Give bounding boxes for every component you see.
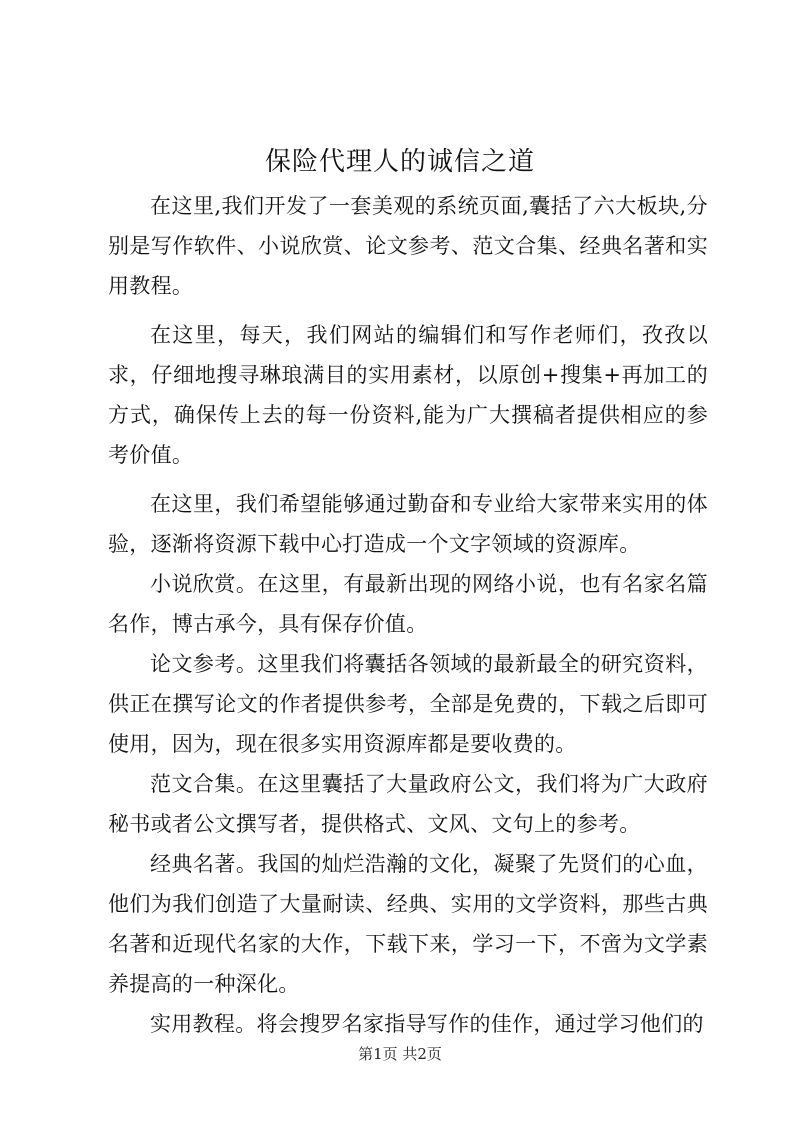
paragraph-novels: 小说欣赏。在这里，有最新出现的网络小说，也有名家名篇名作，博古承今，具有保存价值。 bbox=[108, 572, 708, 636]
paragraph-daily-work: 在这里，每天，我们网站的编辑们和写作老师们，孜孜以求，仔细地搜寻琳琅满目的实用素材，以原创+搜集+再加工的方式，确保传上去的每一份资料,能为广大撰稿者提供相应的参考价值。 bbox=[108, 323, 708, 467]
paragraph-classics: 经典名著。我国的灿烂浩瀚的文化，凝聚了先贤们的心血，他们为我们创造了大量耐读、经典、实用的文学资料，那些古典名著和近现代名家的大作，下载下来，学习一下，不啻为文学素养提高的一种深化。 bbox=[108, 852, 708, 996]
paragraph-tutorials: 实用教程。将会搜罗名家指导写作的佳作，通过学习他们的 bbox=[150, 1012, 704, 1036]
paragraph-resource-library: 在这里，我们希望能够通过勤奋和专业给大家带来实用的体验，逐渐将资源下载中心打造成一个文字领域的资源库。 bbox=[108, 492, 708, 556]
paragraph-papers: 论文参考。这里我们将囊括各领域的最新最全的研究资料，供正在撰写论文的作者提供参考，全部是免费的，下载之后即可使用，因为，现在很多实用资源库都是要收费的。 bbox=[108, 652, 708, 756]
paragraph-intro: 在这里,我们开发了一套美观的系统页面,囊括了六大板块,分别是写作软件、小说欣赏、论文参考、范文合集、经典名著和实用教程。 bbox=[108, 194, 708, 298]
document-body bbox=[108, 186, 708, 1044]
paragraph-model-essays: 范文合集。在这里囊括了大量政府公文，我们将为广大政府秘书或者公文撰写者，提供格式、文风、文句上的参考。 bbox=[108, 772, 708, 836]
document-title: 保险代理人的诚信之道 bbox=[264, 147, 535, 177]
page-footer: 第1页 共2页 bbox=[358, 1045, 442, 1063]
